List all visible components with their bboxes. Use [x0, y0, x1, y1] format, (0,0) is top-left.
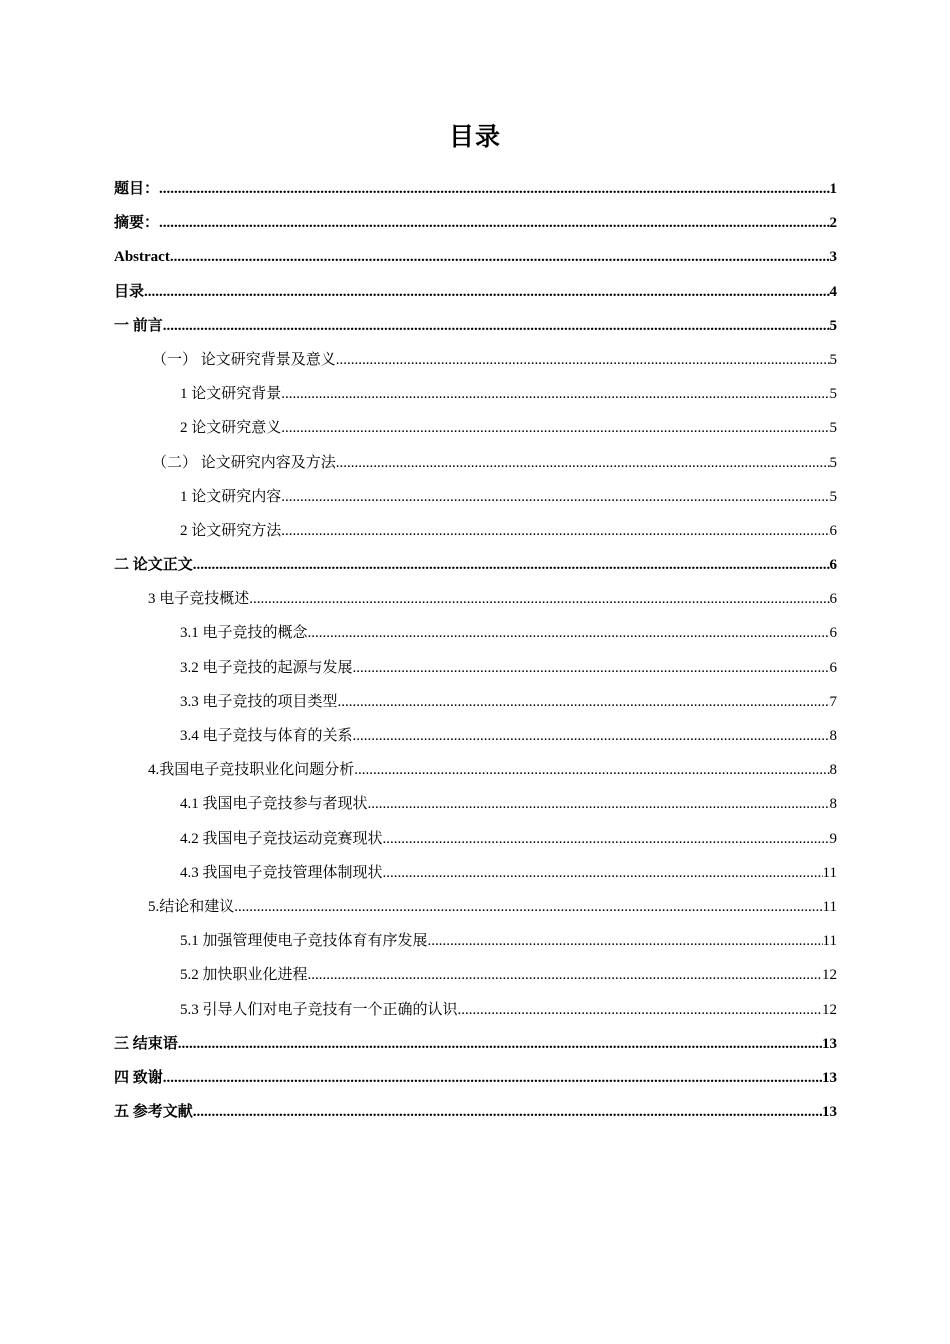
toc-page-number: 13 [822, 1104, 837, 1121]
toc-entry-label: （一） 论文研究背景及意义 [152, 351, 336, 368]
toc-page-number: 5 [829, 454, 837, 471]
toc-dot-leader [170, 240, 830, 274]
toc-entry[interactable] [114, 753, 837, 787]
toc-page-number: 8 [829, 762, 837, 779]
toc-dot-leader [353, 651, 830, 685]
toc-page-number: 8 [829, 796, 837, 813]
toc-page-number: 2 [829, 215, 837, 232]
toc-entry[interactable] [114, 1027, 837, 1061]
toc-page-number: 13 [822, 1069, 837, 1086]
toc-dot-leader [281, 411, 829, 445]
toc-dot-leader [308, 616, 830, 650]
toc-entry-label: 5.1 加强管理使电子竞技体育有序发展 [180, 933, 428, 950]
toc-page-number: 7 [829, 693, 837, 710]
toc-dot-leader [383, 822, 830, 856]
toc-page-number: 12 [822, 1001, 837, 1018]
toc-entry-label: 五 参考文献 [114, 1104, 193, 1121]
toc-entry-label: 目录 [114, 283, 145, 300]
toc-dot-leader [281, 514, 829, 548]
toc-entry-label: 3 电子竞技概述 [148, 591, 250, 608]
toc-page-number: 6 [829, 522, 837, 539]
toc-page-number: 12 [822, 967, 837, 984]
toc-dot-leader [353, 719, 830, 753]
toc-entry[interactable] [114, 548, 837, 582]
toc-dot-leader [281, 377, 829, 411]
toc-entry-label: 一 前言 [114, 317, 163, 334]
toc-entry[interactable] [114, 343, 837, 377]
toc-dot-leader [354, 753, 829, 787]
toc-entry-label: 四 致谢 [114, 1069, 163, 1086]
toc-dot-leader [144, 275, 829, 309]
toc-dot-leader [234, 890, 822, 924]
toc-entry-label: 二 论文正文 [114, 557, 193, 574]
toc-page-number: 5 [829, 351, 837, 368]
toc-entry-label: 2 论文研究方法 [180, 522, 282, 539]
toc-entry[interactable] [114, 787, 837, 821]
toc-entry-label: 4.我国电子竞技职业化问题分析 [148, 762, 355, 779]
toc-entry[interactable] [114, 377, 837, 411]
table-of-contents [114, 172, 837, 1129]
toc-entry[interactable] [114, 616, 837, 650]
toc-entry-label: Abstract [114, 249, 170, 266]
toc-entry-label: 3.2 电子竞技的起源与发展 [180, 659, 353, 676]
toc-page-number: 5 [829, 386, 837, 403]
toc-page-number: 4 [829, 283, 837, 300]
toc-entry-label: 4.1 我国电子竞技参与者现状 [180, 796, 368, 813]
toc-entry-label: 4.2 我国电子竞技运动竞赛现状 [180, 830, 383, 847]
toc-entry-label: 1 论文研究背景 [180, 386, 282, 403]
toc-entry[interactable] [114, 651, 837, 685]
toc-entry[interactable] [114, 719, 837, 753]
toc-page-number: 5 [829, 420, 837, 437]
page-title: 目录 [448, 124, 501, 151]
toc-entry-label: 2 论文研究意义 [180, 420, 282, 437]
toc-entry[interactable] [114, 309, 837, 343]
toc-dot-leader [163, 309, 830, 343]
toc-page-number: 11 [822, 864, 837, 881]
toc-entry-label: 5.2 加快职业化进程 [180, 967, 308, 984]
toc-dot-leader [193, 548, 830, 582]
toc-entry-label: 5.3 引导人们对电子竞技有一个正确的认识 [180, 1001, 458, 1018]
toc-entry-label: 3.3 电子竞技的项目类型 [180, 693, 338, 710]
toc-dot-leader [281, 480, 829, 514]
toc-entry-label: 题目： [114, 181, 160, 197]
toc-page-number: 5 [829, 317, 837, 334]
toc-entry[interactable] [114, 514, 837, 548]
toc-page-number: 6 [829, 591, 837, 608]
toc-page-number: 11 [822, 898, 837, 915]
toc-dot-leader [163, 1061, 822, 1095]
toc-entry-label: 3.1 电子竞技的概念 [180, 625, 308, 642]
toc-page-number: 6 [829, 557, 837, 574]
toc-dot-leader [308, 958, 822, 992]
toc-entry[interactable] [114, 240, 837, 274]
toc-entry[interactable] [114, 1095, 837, 1129]
toc-entry[interactable] [114, 582, 837, 616]
toc-page-number: 13 [822, 1035, 837, 1052]
toc-dot-leader [193, 1095, 822, 1129]
toc-entry-label: 三 结束语 [114, 1035, 178, 1052]
toc-entry-label: 5.结论和建议 [148, 898, 235, 915]
toc-entry[interactable] [114, 411, 837, 445]
toc-dot-leader [159, 172, 829, 206]
toc-dot-leader [178, 1027, 822, 1061]
toc-page-number: 11 [822, 933, 837, 950]
toc-entry[interactable] [114, 480, 837, 514]
toc-entry[interactable] [114, 822, 837, 856]
toc-entry-label: 1 论文研究内容 [180, 488, 282, 505]
toc-entry[interactable] [114, 924, 837, 958]
toc-page-number: 8 [829, 728, 837, 744]
toc-entry[interactable] [114, 890, 837, 924]
toc-page-number: 5 [829, 488, 837, 505]
toc-dot-leader [336, 343, 830, 377]
toc-entry[interactable] [114, 993, 837, 1027]
toc-dot-leader [159, 206, 829, 240]
toc-dot-leader [336, 446, 830, 480]
toc-page-number: 9 [829, 830, 837, 847]
toc-entry[interactable] [114, 275, 837, 309]
toc-entry-label: 4.3 我国电子竞技管理体制现状 [180, 864, 383, 881]
toc-entry[interactable] [114, 1061, 837, 1095]
toc-dot-leader [338, 685, 830, 719]
toc-entry[interactable] [114, 446, 837, 480]
toc-entry[interactable] [114, 685, 837, 719]
toc-page-number: 1 [829, 181, 837, 197]
toc-entry[interactable] [114, 856, 837, 890]
toc-dot-leader [383, 856, 823, 890]
toc-entry-label: （二） 论文研究内容及方法 [152, 454, 336, 471]
toc-entry-label: 摘要： [114, 215, 160, 232]
toc-dot-leader [249, 582, 829, 616]
toc-entry[interactable] [114, 206, 837, 240]
toc-dot-leader [368, 787, 830, 821]
toc-entry[interactable] [114, 958, 837, 992]
toc-page-number: 6 [829, 659, 837, 676]
toc-entry[interactable] [114, 172, 837, 206]
toc-page-number: 6 [829, 625, 837, 642]
toc-entry-label: 3.4 电子竞技与体育的关系 [180, 728, 353, 744]
toc-page-number: 3 [829, 249, 837, 266]
toc-dot-leader [458, 993, 822, 1027]
toc-dot-leader [428, 924, 823, 958]
